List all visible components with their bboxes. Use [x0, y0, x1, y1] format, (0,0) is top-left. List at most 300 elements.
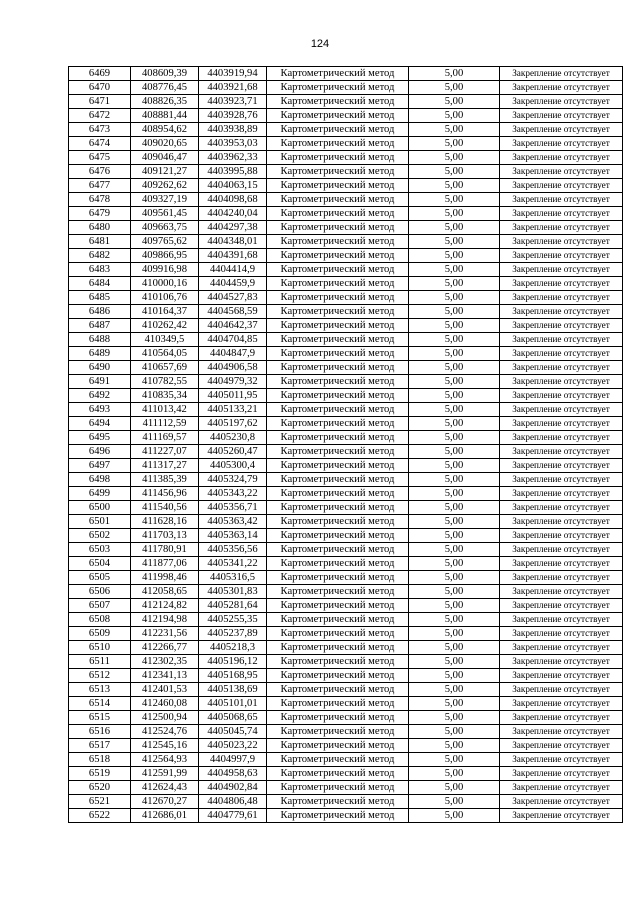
cell-coord-y: 4404414,9 [199, 263, 267, 277]
cell-fixation-note: Закрепление отсутствует [500, 557, 623, 571]
cell-coord-x: 412686,01 [131, 809, 199, 823]
cell-fixation-note: Закрепление отсутствует [500, 641, 623, 655]
table-row [69, 137, 623, 151]
cell-point-number: 6482 [69, 249, 131, 263]
cell-point-number: 6494 [69, 417, 131, 431]
cell-coord-x: 409327,19 [131, 193, 199, 207]
cell-coord-x: 412058,65 [131, 585, 199, 599]
cell-point-number: 6517 [69, 739, 131, 753]
table-row [69, 753, 623, 767]
table-row [69, 263, 623, 277]
cell-point-number: 6502 [69, 529, 131, 543]
cell-accuracy: 5,00 [409, 277, 500, 291]
cell-point-number: 6503 [69, 543, 131, 557]
cell-fixation-note: Закрепление отсутствует [500, 473, 623, 487]
table-row [69, 151, 623, 165]
cell-coord-x: 408826,35 [131, 95, 199, 109]
cell-coord-x: 411227,07 [131, 445, 199, 459]
cell-fixation-note: Закрепление отсутствует [500, 417, 623, 431]
cell-accuracy: 5,00 [409, 263, 500, 277]
cell-accuracy: 5,00 [409, 165, 500, 179]
cell-method: Картометрический метод [267, 179, 409, 193]
table-row [69, 711, 623, 725]
cell-coord-y: 4403953,03 [199, 137, 267, 151]
cell-accuracy: 5,00 [409, 417, 500, 431]
cell-fixation-note: Закрепление отсутствует [500, 95, 623, 109]
cell-method: Картометрический метод [267, 781, 409, 795]
table-row [69, 529, 623, 543]
cell-accuracy: 5,00 [409, 235, 500, 249]
cell-coord-y: 4404391,68 [199, 249, 267, 263]
cell-point-number: 6506 [69, 585, 131, 599]
cell-coord-x: 409916,98 [131, 263, 199, 277]
cell-accuracy: 5,00 [409, 95, 500, 109]
cell-coord-x: 410000,16 [131, 277, 199, 291]
cell-coord-x: 409121,27 [131, 165, 199, 179]
cell-coord-y: 4405133,21 [199, 403, 267, 417]
cell-fixation-note: Закрепление отсутствует [500, 669, 623, 683]
cell-point-number: 6520 [69, 781, 131, 795]
cell-coord-x: 412194,98 [131, 613, 199, 627]
cell-method: Картометрический метод [267, 669, 409, 683]
cell-accuracy: 5,00 [409, 207, 500, 221]
cell-coord-y: 4404997,9 [199, 753, 267, 767]
cell-coord-y: 4404642,37 [199, 319, 267, 333]
cell-method: Картометрический метод [267, 347, 409, 361]
cell-coord-x: 411112,59 [131, 417, 199, 431]
cell-method: Картометрический метод [267, 459, 409, 473]
cell-fixation-note: Закрепление отсутствует [500, 571, 623, 585]
cell-accuracy: 5,00 [409, 683, 500, 697]
cell-method: Картометрический метод [267, 263, 409, 277]
cell-accuracy: 5,00 [409, 67, 500, 81]
cell-fixation-note: Закрепление отсутствует [500, 291, 623, 305]
cell-point-number: 6478 [69, 193, 131, 207]
cell-coord-y: 4404958,63 [199, 767, 267, 781]
table-row [69, 459, 623, 473]
cell-fixation-note: Закрепление отсутствует [500, 781, 623, 795]
cell-coord-x: 412624,43 [131, 781, 199, 795]
cell-fixation-note: Закрепление отсутствует [500, 235, 623, 249]
cell-accuracy: 5,00 [409, 249, 500, 263]
cell-method: Картометрический метод [267, 683, 409, 697]
cell-method: Картометрический метод [267, 487, 409, 501]
cell-fixation-note: Закрепление отсутствует [500, 543, 623, 557]
cell-coord-x: 410106,76 [131, 291, 199, 305]
cell-point-number: 6474 [69, 137, 131, 151]
cell-fixation-note: Закрепление отсутствует [500, 613, 623, 627]
table-row [69, 585, 623, 599]
cell-fixation-note: Закрепление отсутствует [500, 459, 623, 473]
cell-fixation-note: Закрепление отсутствует [500, 137, 623, 151]
cell-point-number: 6500 [69, 501, 131, 515]
cell-fixation-note: Закрепление отсутствует [500, 333, 623, 347]
cell-accuracy: 5,00 [409, 389, 500, 403]
cell-method: Картометрический метод [267, 725, 409, 739]
page-number: 124 [310, 38, 330, 50]
cell-coord-x: 412591,99 [131, 767, 199, 781]
cell-fixation-note: Закрепление отсутствует [500, 375, 623, 389]
cell-fixation-note: Закрепление отсутствует [500, 627, 623, 641]
table-row [69, 767, 623, 781]
cell-accuracy: 5,00 [409, 781, 500, 795]
cell-fixation-note: Закрепление отсутствует [500, 445, 623, 459]
cell-coord-x: 412500,94 [131, 711, 199, 725]
cell-point-number: 6486 [69, 305, 131, 319]
cell-accuracy: 5,00 [409, 473, 500, 487]
table-row [69, 291, 623, 305]
cell-coord-y: 4403928,76 [199, 109, 267, 123]
cell-fixation-note: Закрепление отсутствует [500, 529, 623, 543]
cell-method: Картометрический метод [267, 473, 409, 487]
cell-fixation-note: Закрепление отсутствует [500, 389, 623, 403]
cell-coord-x: 411013,42 [131, 403, 199, 417]
cell-fixation-note: Закрепление отсутствует [500, 305, 623, 319]
cell-fixation-note: Закрепление отсутствует [500, 165, 623, 179]
cell-accuracy: 5,00 [409, 333, 500, 347]
cell-coord-x: 409020,65 [131, 137, 199, 151]
cell-accuracy: 5,00 [409, 669, 500, 683]
cell-fixation-note: Закрепление отсутствует [500, 277, 623, 291]
cell-accuracy: 5,00 [409, 81, 500, 95]
cell-accuracy: 5,00 [409, 613, 500, 627]
table-row [69, 655, 623, 669]
cell-fixation-note: Закрепление отсутствует [500, 711, 623, 725]
cell-point-number: 6471 [69, 95, 131, 109]
cell-accuracy: 5,00 [409, 179, 500, 193]
cell-fixation-note: Закрепление отсутствует [500, 319, 623, 333]
table-row [69, 319, 623, 333]
table-row [69, 543, 623, 557]
table-row [69, 515, 623, 529]
cell-point-number: 6479 [69, 207, 131, 221]
cell-point-number: 6476 [69, 165, 131, 179]
cell-coord-y: 4404348,01 [199, 235, 267, 249]
table-row [69, 277, 623, 291]
cell-coord-y: 4405196,12 [199, 655, 267, 669]
cell-coord-x: 410782,55 [131, 375, 199, 389]
table-row [69, 165, 623, 179]
cell-accuracy: 5,00 [409, 459, 500, 473]
table-row [69, 95, 623, 109]
table-row [69, 361, 623, 375]
cell-method: Картометрический метод [267, 193, 409, 207]
cell-coord-x: 411540,56 [131, 501, 199, 515]
cell-method: Картометрический метод [267, 403, 409, 417]
cell-point-number: 6480 [69, 221, 131, 235]
table-row [69, 697, 623, 711]
cell-accuracy: 5,00 [409, 137, 500, 151]
cell-coord-y: 4404568,59 [199, 305, 267, 319]
cell-coord-y: 4405168,95 [199, 669, 267, 683]
cell-coord-y: 4403921,68 [199, 81, 267, 95]
cell-point-number: 6518 [69, 753, 131, 767]
cell-point-number: 6491 [69, 375, 131, 389]
cell-coord-y: 4405237,89 [199, 627, 267, 641]
cell-coord-y: 4404779,61 [199, 809, 267, 823]
cell-coord-y: 4404297,38 [199, 221, 267, 235]
cell-fixation-note: Закрепление отсутствует [500, 207, 623, 221]
cell-fixation-note: Закрепление отсутствует [500, 431, 623, 445]
cell-coord-y: 4405281,64 [199, 599, 267, 613]
table-row [69, 571, 623, 585]
cell-accuracy: 5,00 [409, 221, 500, 235]
cell-point-number: 6489 [69, 347, 131, 361]
cell-method: Картометрический метод [267, 67, 409, 81]
cell-coord-x: 412401,53 [131, 683, 199, 697]
cell-point-number: 6498 [69, 473, 131, 487]
cell-method: Картометрический метод [267, 95, 409, 109]
cell-method: Картометрический метод [267, 291, 409, 305]
cell-point-number: 6497 [69, 459, 131, 473]
cell-fixation-note: Закрепление отсутствует [500, 221, 623, 235]
cell-method: Картометрический метод [267, 109, 409, 123]
table-row [69, 305, 623, 319]
table-row [69, 347, 623, 361]
table-row [69, 431, 623, 445]
cell-coord-x: 411169,57 [131, 431, 199, 445]
cell-point-number: 6508 [69, 613, 131, 627]
cell-coord-y: 4405343,22 [199, 487, 267, 501]
cell-method: Картометрический метод [267, 543, 409, 557]
cell-coord-x: 411317,27 [131, 459, 199, 473]
cell-accuracy: 5,00 [409, 767, 500, 781]
cell-accuracy: 5,00 [409, 557, 500, 571]
cell-coord-x: 408881,44 [131, 109, 199, 123]
cell-accuracy: 5,00 [409, 305, 500, 319]
cell-method: Картометрический метод [267, 445, 409, 459]
cell-point-number: 6515 [69, 711, 131, 725]
cell-accuracy: 5,00 [409, 627, 500, 641]
cell-fixation-note: Закрепление отсутствует [500, 501, 623, 515]
cell-coord-y: 4403995,88 [199, 165, 267, 179]
cell-coord-x: 412670,27 [131, 795, 199, 809]
cell-method: Картометрический метод [267, 795, 409, 809]
cell-coord-y: 4404704,85 [199, 333, 267, 347]
cell-accuracy: 5,00 [409, 753, 500, 767]
cell-method: Картометрический метод [267, 753, 409, 767]
cell-accuracy: 5,00 [409, 403, 500, 417]
cell-fixation-note: Закрепление отсутствует [500, 725, 623, 739]
cell-accuracy: 5,00 [409, 795, 500, 809]
cell-coord-y: 4405260,47 [199, 445, 267, 459]
cell-point-number: 6521 [69, 795, 131, 809]
cell-accuracy: 5,00 [409, 109, 500, 123]
cell-coord-x: 408776,45 [131, 81, 199, 95]
cell-method: Картометрический метод [267, 137, 409, 151]
cell-method: Картометрический метод [267, 333, 409, 347]
cell-coord-x: 408609,39 [131, 67, 199, 81]
cell-point-number: 6470 [69, 81, 131, 95]
cell-method: Картометрический метод [267, 697, 409, 711]
cell-coord-y: 4405218,3 [199, 641, 267, 655]
cell-coord-x: 411385,39 [131, 473, 199, 487]
cell-method: Картометрический метод [267, 585, 409, 599]
cell-method: Картометрический метод [267, 361, 409, 375]
cell-accuracy: 5,00 [409, 585, 500, 599]
coordinates-table-body [69, 67, 623, 823]
cell-coord-x: 409262,62 [131, 179, 199, 193]
cell-method: Картометрический метод [267, 739, 409, 753]
cell-point-number: 6504 [69, 557, 131, 571]
cell-method: Картометрический метод [267, 165, 409, 179]
table-row [69, 725, 623, 739]
table-row [69, 599, 623, 613]
cell-point-number: 6493 [69, 403, 131, 417]
cell-accuracy: 5,00 [409, 697, 500, 711]
cell-coord-y: 4405138,69 [199, 683, 267, 697]
table-row [69, 403, 623, 417]
cell-fixation-note: Закрепление отсутствует [500, 403, 623, 417]
cell-point-number: 6509 [69, 627, 131, 641]
cell-fixation-note: Закрепление отсутствует [500, 487, 623, 501]
cell-method: Картометрический метод [267, 627, 409, 641]
cell-method: Картометрический метод [267, 249, 409, 263]
cell-fixation-note: Закрепление отсутствует [500, 739, 623, 753]
cell-accuracy: 5,00 [409, 319, 500, 333]
cell-point-number: 6490 [69, 361, 131, 375]
cell-method: Картометрический метод [267, 207, 409, 221]
cell-coord-x: 412302,35 [131, 655, 199, 669]
cell-fixation-note: Закрепление отсутствует [500, 753, 623, 767]
cell-coord-x: 410164,37 [131, 305, 199, 319]
table-row [69, 249, 623, 263]
cell-point-number: 6483 [69, 263, 131, 277]
cell-point-number: 6475 [69, 151, 131, 165]
cell-accuracy: 5,00 [409, 641, 500, 655]
cell-method: Картометрический метод [267, 599, 409, 613]
cell-fixation-note: Закрепление отсутствует [500, 263, 623, 277]
cell-method: Картометрический метод [267, 501, 409, 515]
table-row [69, 641, 623, 655]
table-row [69, 375, 623, 389]
cell-accuracy: 5,00 [409, 361, 500, 375]
table-row [69, 221, 623, 235]
cell-point-number: 6505 [69, 571, 131, 585]
table-row [69, 683, 623, 697]
cell-coord-x: 412545,16 [131, 739, 199, 753]
cell-fixation-note: Закрепление отсутствует [500, 515, 623, 529]
cell-coord-y: 4404806,48 [199, 795, 267, 809]
cell-coord-x: 410262,42 [131, 319, 199, 333]
cell-coord-y: 4405356,71 [199, 501, 267, 515]
cell-method: Картометрический метод [267, 319, 409, 333]
cell-coord-x: 412524,76 [131, 725, 199, 739]
cell-coord-y: 4405068,65 [199, 711, 267, 725]
cell-point-number: 6469 [69, 67, 131, 81]
cell-accuracy: 5,00 [409, 809, 500, 823]
cell-coord-y: 4405023,22 [199, 739, 267, 753]
table-row [69, 193, 623, 207]
cell-method: Картометрический метод [267, 235, 409, 249]
table-row [69, 417, 623, 431]
cell-coord-x: 412460,08 [131, 697, 199, 711]
cell-coord-y: 4405045,74 [199, 725, 267, 739]
table-row [69, 389, 623, 403]
cell-coord-y: 4405356,56 [199, 543, 267, 557]
cell-accuracy: 5,00 [409, 193, 500, 207]
cell-coord-y: 4404906,58 [199, 361, 267, 375]
cell-coord-x: 409866,95 [131, 249, 199, 263]
cell-fixation-note: Закрепление отсутствует [500, 151, 623, 165]
cell-method: Картометрический метод [267, 431, 409, 445]
cell-method: Картометрический метод [267, 417, 409, 431]
cell-point-number: 6481 [69, 235, 131, 249]
coordinates-table [68, 66, 623, 823]
cell-accuracy: 5,00 [409, 347, 500, 361]
cell-coord-y: 4405316,5 [199, 571, 267, 585]
cell-coord-y: 4404063,15 [199, 179, 267, 193]
cell-point-number: 6507 [69, 599, 131, 613]
cell-fixation-note: Закрепление отсутствует [500, 193, 623, 207]
cell-fixation-note: Закрепление отсутствует [500, 179, 623, 193]
cell-point-number: 6499 [69, 487, 131, 501]
cell-method: Картометрический метод [267, 571, 409, 585]
cell-point-number: 6492 [69, 389, 131, 403]
cell-fixation-note: Закрепление отсутствует [500, 599, 623, 613]
cell-fixation-note: Закрепление отсутствует [500, 809, 623, 823]
cell-accuracy: 5,00 [409, 515, 500, 529]
table-row [69, 781, 623, 795]
cell-coord-y: 4403962,33 [199, 151, 267, 165]
cell-accuracy: 5,00 [409, 501, 500, 515]
cell-accuracy: 5,00 [409, 375, 500, 389]
cell-coord-x: 412231,56 [131, 627, 199, 641]
cell-point-number: 6511 [69, 655, 131, 669]
cell-accuracy: 5,00 [409, 487, 500, 501]
cell-fixation-note: Закрепление отсутствует [500, 81, 623, 95]
cell-coord-y: 4405300,4 [199, 459, 267, 473]
cell-coord-y: 4405363,14 [199, 529, 267, 543]
table-row [69, 235, 623, 249]
cell-coord-y: 4405324,79 [199, 473, 267, 487]
cell-coord-y: 4405230,8 [199, 431, 267, 445]
table-row [69, 109, 623, 123]
table-row [69, 627, 623, 641]
cell-point-number: 6513 [69, 683, 131, 697]
cell-coord-y: 4405101,01 [199, 697, 267, 711]
cell-accuracy: 5,00 [409, 123, 500, 137]
cell-coord-y: 4405011,95 [199, 389, 267, 403]
cell-point-number: 6495 [69, 431, 131, 445]
cell-coord-y: 4404847,9 [199, 347, 267, 361]
cell-accuracy: 5,00 [409, 543, 500, 557]
cell-accuracy: 5,00 [409, 571, 500, 585]
cell-coord-x: 412124,82 [131, 599, 199, 613]
cell-accuracy: 5,00 [409, 739, 500, 753]
cell-coord-x: 412341,13 [131, 669, 199, 683]
cell-method: Картометрический метод [267, 123, 409, 137]
table-row [69, 557, 623, 571]
cell-coord-x: 411456,96 [131, 487, 199, 501]
cell-coord-x: 410564,05 [131, 347, 199, 361]
table-row [69, 613, 623, 627]
cell-fixation-note: Закрепление отсутствует [500, 585, 623, 599]
cell-coord-y: 4405341,22 [199, 557, 267, 571]
cell-fixation-note: Закрепление отсутствует [500, 655, 623, 669]
cell-fixation-note: Закрепление отсутствует [500, 123, 623, 137]
cell-point-number: 6519 [69, 767, 131, 781]
table-row [69, 669, 623, 683]
table-row [69, 487, 623, 501]
cell-coord-x: 408954,62 [131, 123, 199, 137]
cell-point-number: 6514 [69, 697, 131, 711]
cell-point-number: 6512 [69, 669, 131, 683]
table-row [69, 333, 623, 347]
cell-method: Картометрический метод [267, 767, 409, 781]
cell-method: Картометрический метод [267, 389, 409, 403]
cell-coord-y: 4404098,68 [199, 193, 267, 207]
